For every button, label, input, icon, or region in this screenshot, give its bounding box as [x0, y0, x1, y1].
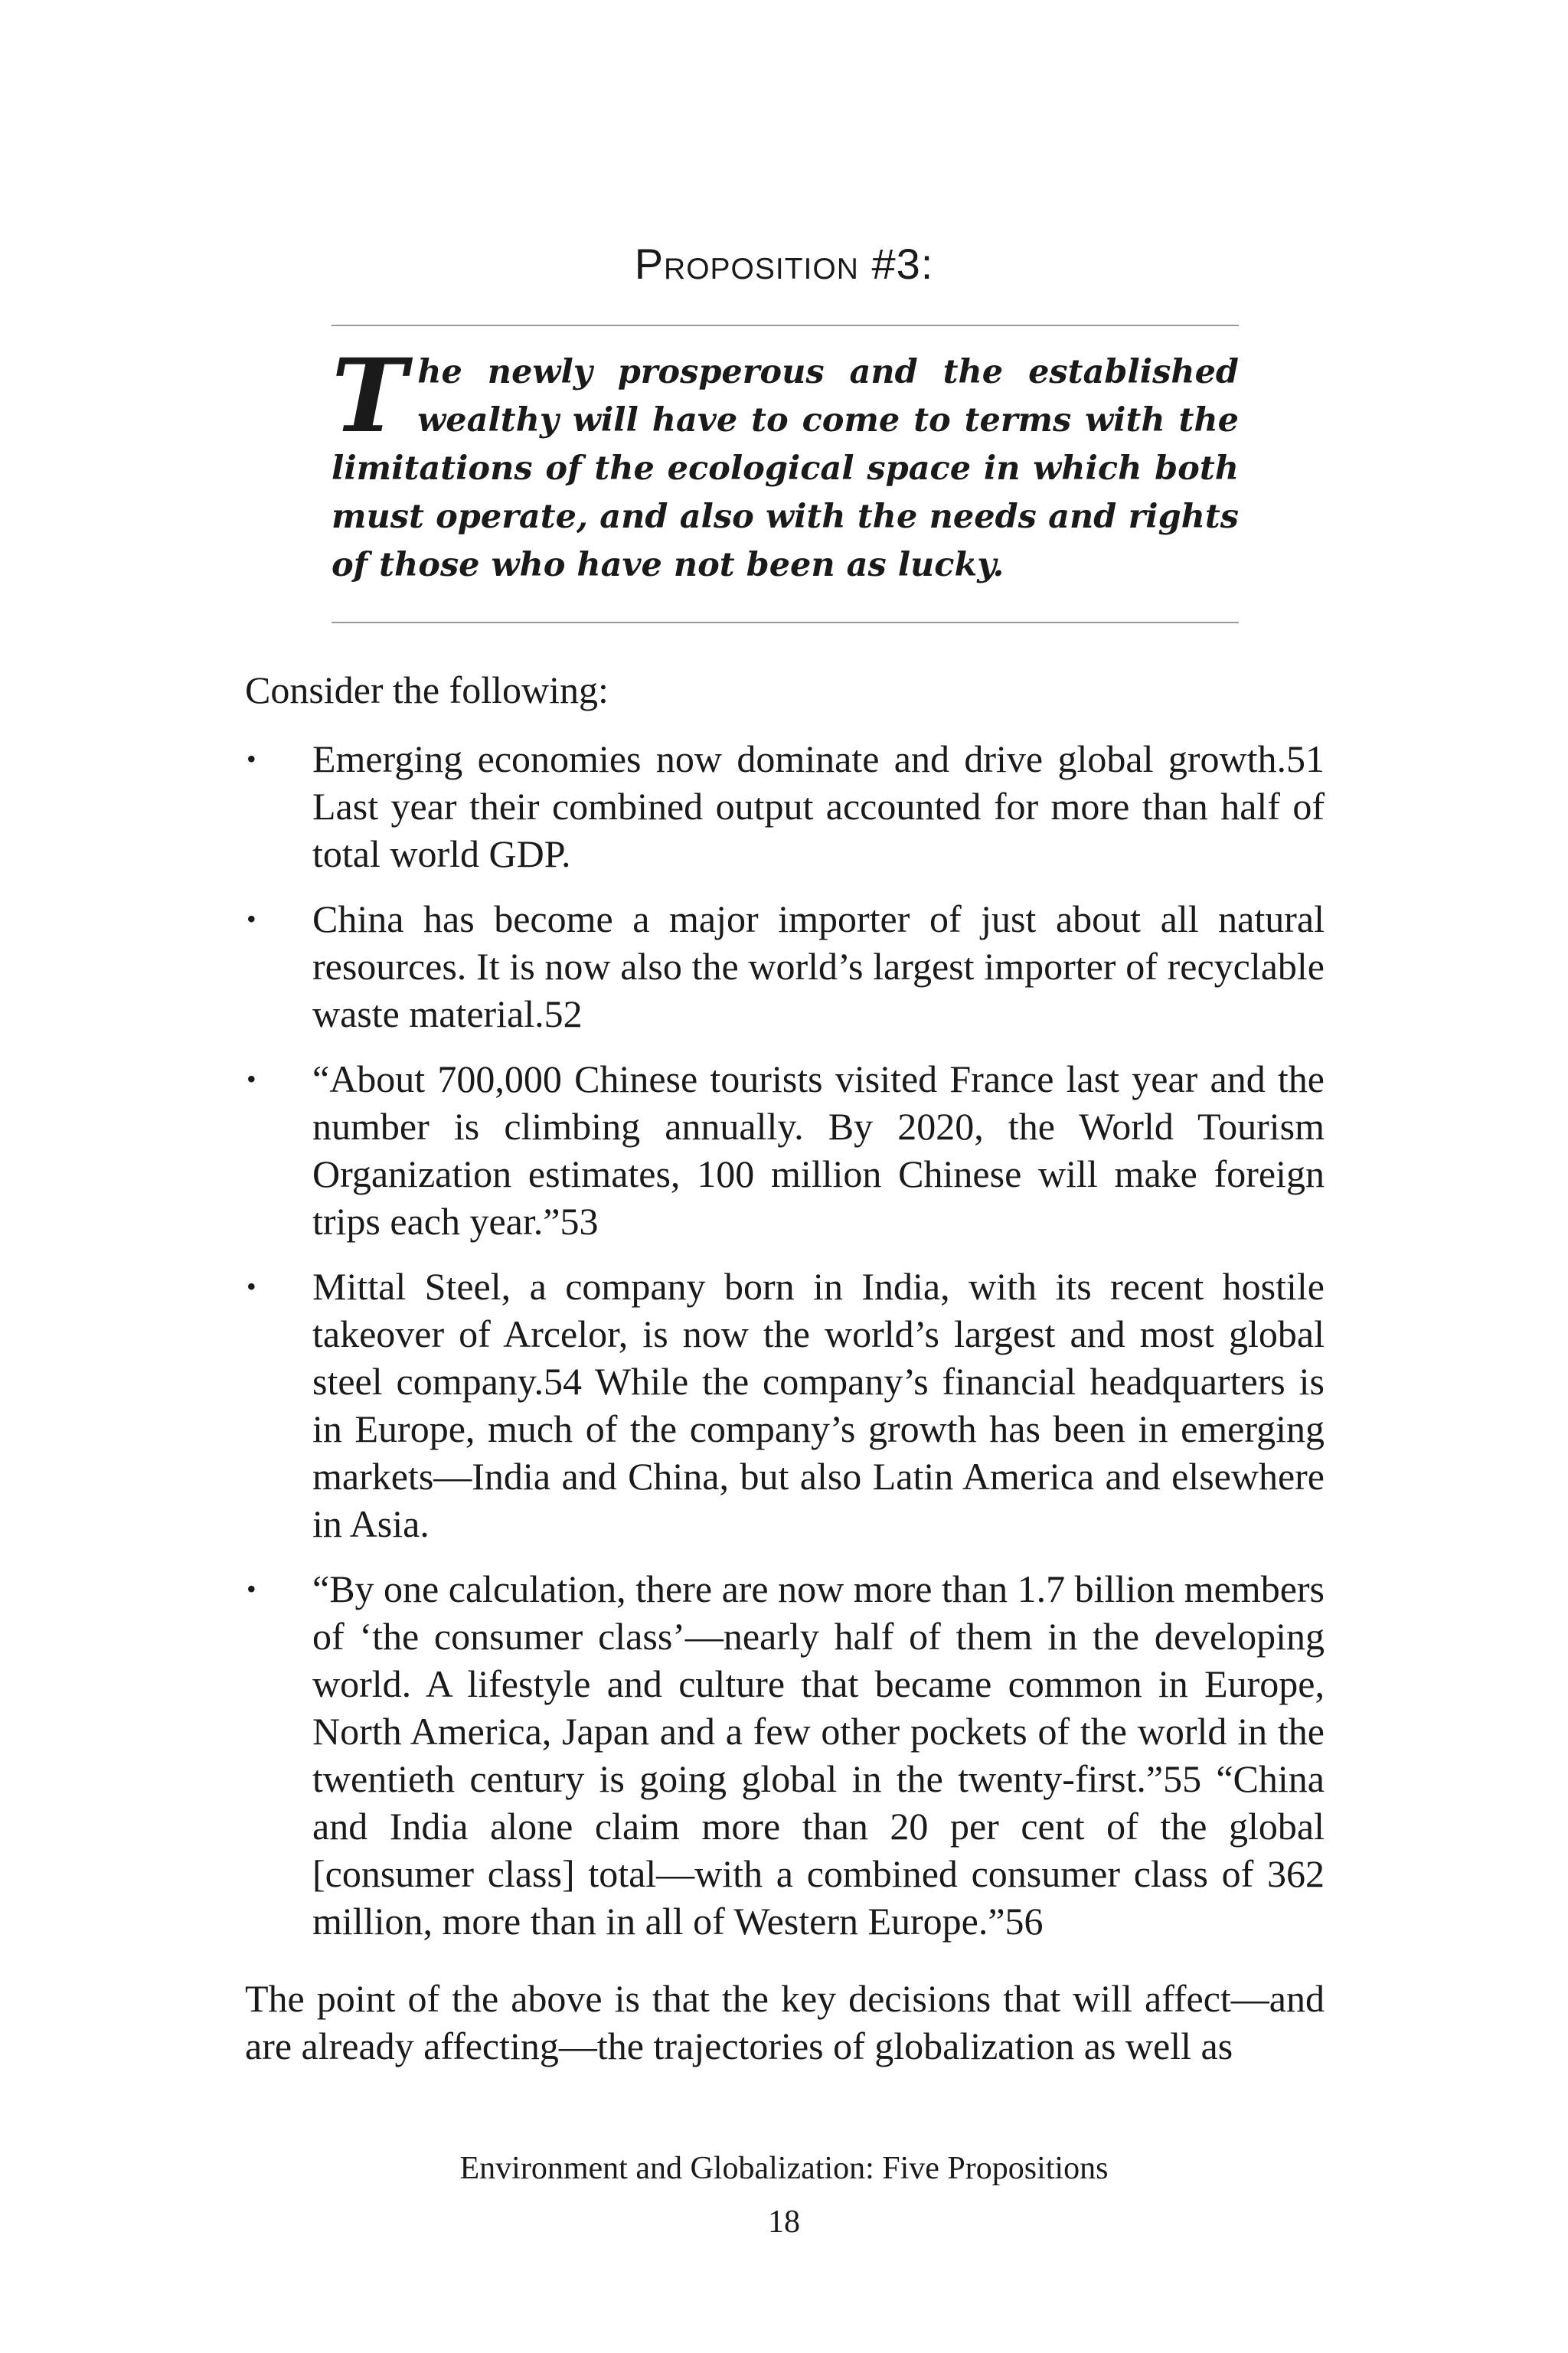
top-divider — [332, 325, 1239, 326]
drop-cap: T — [332, 337, 407, 456]
list-item — [245, 1263, 1325, 1547]
bullet-icon: • — [247, 1271, 256, 1302]
bullet-icon: • — [247, 1574, 256, 1604]
page-number: 18 — [768, 2204, 800, 2240]
list-item-text: Emerging economies now dominate and drive global growth.51 Last year their combined output accounted for more than half of total world GDP. — [312, 737, 1325, 875]
bullet-icon: • — [247, 904, 256, 934]
bullet-icon: • — [247, 743, 256, 774]
closing-paragraph: The point of the above is that the key decisions that will affect—and are already affecting—the trajectories of globalization as well as — [245, 1977, 1325, 2067]
bottom-divider — [332, 622, 1239, 623]
bullet-list — [245, 735, 1325, 1962]
list-item — [245, 1055, 1325, 1245]
running-footer: Environment and Globalization: Five Propositions — [459, 2151, 1109, 2186]
intro-paragraph: Consider the following: — [245, 668, 609, 711]
list-item-text: Mittal Steel, a company born in India, with its recent hostile takeover of Arcelor, is now the world’s largest and most global steel company.54 While the company’s financial headquarters is in Europe, much of the company’s growth has been in emerging markets—India and China, but also Latin America and elsewhere in Asia. — [312, 1265, 1325, 1545]
proposition-text: he newly prosperous and the established wealthy will have to come to terms with the limitations of the ecological space in which both must operate, and also with the needs and rights of those who have not been as lucky. — [332, 353, 1239, 584]
section-heading: Proposition #3: — [634, 240, 934, 288]
bullet-icon: • — [247, 1064, 256, 1094]
list-item — [245, 895, 1325, 1038]
list-item-text: China has become a major importer of just about all natural resources. It is now also the world’s largest importer of recyclable waste material.52 — [312, 897, 1325, 1035]
list-item-text: “About 700,000 Chinese tourists visited France last year and the number is climbing annually. By 2020, the World Tourism Organization estimates, 100 million Chinese will make foreign trips each year.”53 — [312, 1057, 1325, 1243]
list-item — [245, 735, 1325, 877]
list-item — [245, 1565, 1325, 1945]
list-item-text: “By one calculation, there are now more than 1.7 billion members of ‘the consumer class’—nearly half of them in the developing world. A lifestyle and culture that became common in Europe, North America, Japan and a few other pockets of the world in the twentieth century is going global in the twenty-first.”55 “China and India alone claim more than 20 per cent of the global [consumer class] total—with a combined consumer class of 362 million, more than in all of Western Europe.”56 — [312, 1567, 1325, 1943]
proposition-statement — [332, 337, 1239, 590]
